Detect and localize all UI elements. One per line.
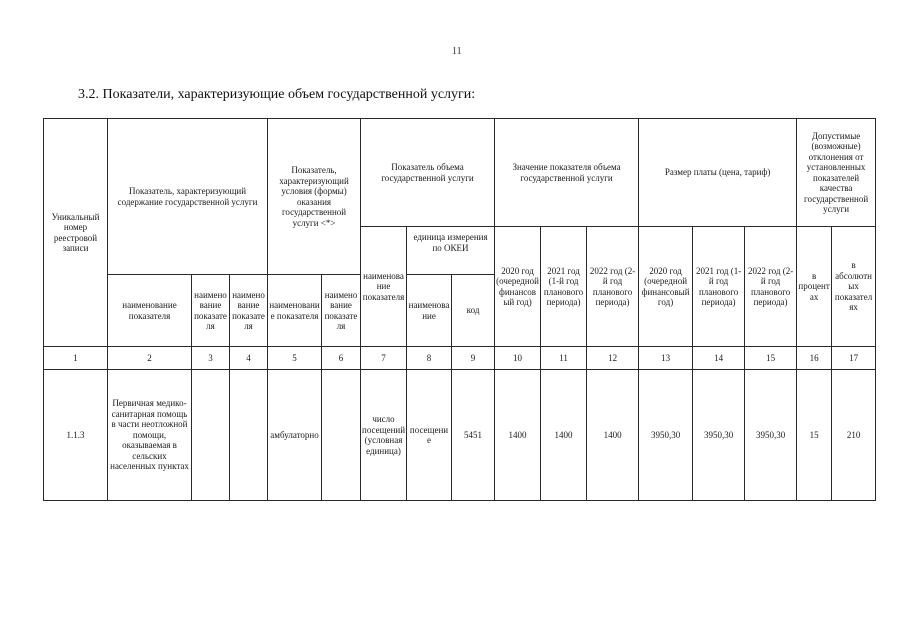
column-number: 3 [192,347,230,370]
page-number: 11 [452,46,462,57]
empty-cell [322,370,361,501]
empty-cell [192,370,230,501]
header-unit-okei: единица измерения по ОКЕИ [407,227,495,275]
column-number: 7 [361,347,407,370]
header-volume-value: Значение показателя объема государственной услуги [495,119,639,227]
header-content-indicator: Показатель, характеризующий содержание государственной услуги [108,119,268,275]
value-2021-cell: 1400 [541,370,587,501]
header-indicator-name-7: наименование показателя [361,227,407,347]
header-unit-name: наименование [407,275,452,347]
fee-2020-cell: 3950,30 [639,370,693,501]
indicator-name-cell: число посещений (условная единица) [361,370,407,501]
header-year-2022: 2022 год (2-й год планового периода) [587,227,639,347]
column-number: 4 [230,347,268,370]
header-year-2021: 2021 год (1-й год планового периода) [541,227,587,347]
column-number: 8 [407,347,452,370]
section-title: 3.2. Показатели, характеризующие объем государственной услуги: [78,87,476,102]
header-content-name-4: наименование показателя [230,275,268,347]
fee-2021-cell: 3950,30 [693,370,745,501]
content-name-cell: Первичная медико-санитарная помощь в части неотложной помощи, оказываемая в сельских населенных пунктах [108,370,192,501]
column-number: 17 [832,347,876,370]
empty-cell [230,370,268,501]
column-number: 13 [639,347,693,370]
condition-name-cell: амбулаторно [268,370,322,501]
column-numbers-row [44,347,876,370]
column-number: 2 [108,347,192,370]
header-fee-2021: 2021 год (1-й год планового периода) [693,227,745,347]
deviation-absolute-cell: 210 [832,370,876,501]
record-number: 1.1.3 [44,370,108,501]
column-number: 6 [322,347,361,370]
unit-code-cell: 5451 [452,370,495,501]
header-conditions-indicator: Показатель, характеризующий условия (формы) оказания государственной услуги <*> [268,119,361,275]
column-number: 5 [268,347,322,370]
header-unit-code: код [452,275,495,347]
header-fee-2022: 2022 год (2-й год планового периода) [745,227,797,347]
column-number: 11 [541,347,587,370]
header-volume-indicator: Показатель объема государственной услуги [361,119,495,227]
header-percent: в процентах [797,227,832,347]
column-number: 12 [587,347,639,370]
header-absolute: в абсолютных показателях [832,227,876,347]
column-number: 9 [452,347,495,370]
column-number: 15 [745,347,797,370]
volume-indicators-table [43,118,876,501]
fee-2022-cell: 3950,30 [745,370,797,501]
header-unique-number: Уникальный номер реестровой записи [44,119,108,347]
header-content-name-3: наименование показателя [192,275,230,347]
header-fee-2020: 2020 год (очередной финансовый год) [639,227,693,347]
column-number: 10 [495,347,541,370]
table-row [44,370,876,501]
deviation-percent-cell: 15 [797,370,832,501]
column-number: 14 [693,347,745,370]
header-condition-name-5: наименование показателя [268,275,322,347]
unit-name-cell: посещение [407,370,452,501]
value-2020-cell: 1400 [495,370,541,501]
column-number: 1 [44,347,108,370]
header-condition-name-6: наименование показателя [322,275,361,347]
header-fee: Размер платы (цена, тариф) [639,119,797,227]
header-deviations: Допустимые (возможные) отклонения от установленных показателей качества государственной услуги [797,119,876,227]
header-content-name: наименование показателя [108,275,192,347]
value-2022-cell: 1400 [587,370,639,501]
header-year-2020: 2020 год (очередной финансовый год) [495,227,541,347]
column-number: 16 [797,347,832,370]
